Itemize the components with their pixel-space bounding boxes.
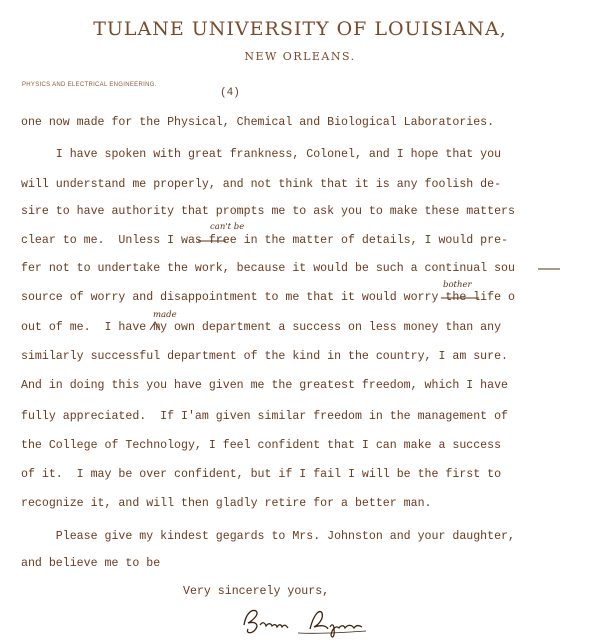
body-line: one now made for the Physical, Chemical and Biological Laboratories. [21,116,495,129]
body-line: sire to have authority that prompts me to ask you to make these matters [21,205,515,218]
body-line: source of worry and disappointment to me that it would worry the life o [21,291,515,304]
body-line: Please give my kindest gegards to Mrs. Johnston and your daughter, [21,530,515,543]
body-line: of it. I may be over confident, but if I fail I will be the first to [21,468,502,481]
page-number: (4) [220,87,240,99]
body-line: similarly successful department of the kind in the country, I am sure. [21,350,509,363]
signature-image [238,603,378,639]
letterhead-title: TULANE UNIVERSITY OF LOUISIANA, [93,18,507,40]
handwritten-edit-cant-be: can't be [210,222,245,232]
body-line: fully appreciated. If I'am given similar freedom in the management of [21,410,509,423]
body-line: fer not to undertake the work, because it would be such a continual sou [21,262,515,275]
body-line: out of me. I have my own department a success on less money than any [21,321,502,334]
closing: Very sincerely yours, [183,585,330,598]
body-line: and believe me to be [21,557,161,570]
body-line: will understand me properly, and not think that it is any foolish de- [21,178,502,191]
body-line: clear to me. Unless I was free in the matter of details, I would pre- [21,234,509,247]
department-name: PHYSICS AND ELECTRICAL ENGINEERING. [22,82,157,88]
body-line: the College of Technology, I feel confident that I can make a success [21,439,502,452]
body-line: recognize it, and will then gladly retire for a better man. [21,497,432,510]
letterhead-city: NEW ORLEANS. [244,50,356,63]
body-line: I have spoken with great frankness, Colonel, and I hope that you [21,148,502,161]
handwritten-edit-made: made [153,310,177,320]
body-line: And in doing this you have given me the greatest freedom, which I have [21,379,509,392]
handwritten-edit-bother: bother [443,280,472,290]
